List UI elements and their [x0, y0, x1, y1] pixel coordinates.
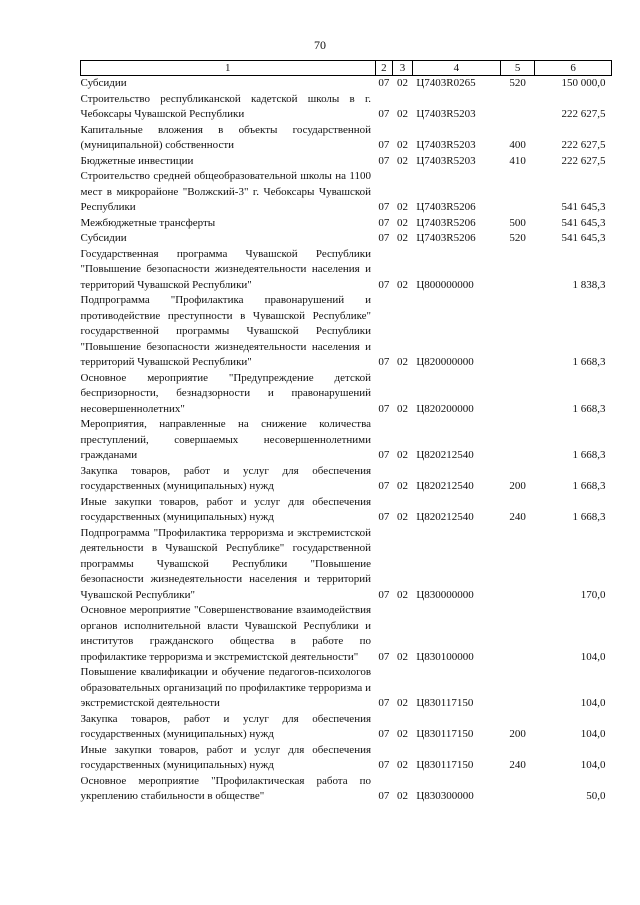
cell-name: Закупка товаров, работ и услуг для обеспечения государственных (муниципальных) нужд — [80, 464, 372, 492]
cell-sum: 170,0 — [580, 588, 606, 601]
cell-pr: 02 — [397, 278, 408, 291]
cell-cs: Ц7403R5203 — [416, 139, 476, 151]
table-body — [81, 76, 612, 805]
header-cell: 5 — [501, 61, 535, 76]
cell-vr: 400 — [509, 139, 526, 151]
cell-rz: 07 — [378, 759, 390, 771]
table-row — [81, 712, 612, 743]
cell-pr: 02 — [397, 77, 408, 89]
cell-pr: 02 — [397, 154, 408, 167]
cell-pr: 02 — [397, 728, 408, 740]
cell-vr — [501, 417, 535, 464]
cell-vr — [501, 665, 535, 712]
table-row — [81, 169, 612, 216]
budget-table — [80, 60, 612, 805]
cell-cs: Ц830117150 — [416, 728, 474, 740]
table-row — [81, 231, 612, 247]
cell-pr: 02 — [397, 232, 408, 244]
table-row — [81, 665, 612, 712]
cell-vr — [501, 774, 535, 805]
cell-cs: Ц830300000 — [416, 790, 474, 802]
cell-vr — [501, 603, 535, 665]
cell-name: Государственная программа Чувашской Республики "Повышение безопасности жизнедеятельности населения и территорий Чувашской Республики" — [80, 247, 372, 291]
cell-cs: Ц830000000 — [416, 588, 474, 601]
cell-pr: 02 — [397, 201, 408, 213]
cell-vr: 520 — [509, 232, 526, 244]
table-header — [81, 61, 612, 76]
cell-vr — [501, 169, 535, 216]
table-row — [81, 774, 612, 805]
cell-vr: 520 — [509, 77, 526, 89]
cell-rz: 07 — [378, 511, 390, 523]
cell-sum: 104,0 — [580, 728, 606, 740]
cell-name: Основное мероприятие "Совершенствование взаимодействия органов исполнительной власти Чувашской Республики и институтов гражданского общества в работе по профилактике терроризма и экстремистской деятельности" — [80, 604, 372, 663]
page-number: 70 — [314, 38, 326, 52]
cell-sum: 1 668,3 — [572, 449, 606, 461]
table-row — [81, 76, 612, 92]
cell-name: Повышение квалификации и обучение педагогов-психологов образовательных организаций по профилактике терроризма и экстремистской деятельности — [80, 666, 372, 709]
cell-sum: 541 645,3 — [561, 232, 606, 244]
cell-sum: 541 645,3 — [561, 201, 606, 213]
cell-rz: 07 — [378, 728, 390, 740]
cell-cs: Ц7403R5203 — [416, 108, 476, 120]
cell-rz: 07 — [378, 697, 390, 709]
cell-vr — [501, 92, 535, 123]
table-row — [81, 293, 612, 371]
cell-name: Строительство республиканской кадетской школы в г. Чебоксары Чувашской Республики — [80, 92, 372, 120]
cell-rz: 07 — [378, 77, 390, 89]
cell-pr: 02 — [397, 216, 408, 229]
cell-pr: 02 — [397, 790, 408, 802]
cell-rz: 07 — [378, 480, 390, 492]
table-row — [81, 371, 612, 418]
table-row — [81, 123, 612, 154]
table-row — [81, 247, 612, 294]
table-row — [81, 92, 612, 123]
cell-pr: 02 — [397, 356, 408, 368]
cell-rz: 07 — [378, 201, 390, 213]
cell-cs: Ц7403R5203 — [416, 154, 476, 167]
cell-cs: Ц820212540 — [416, 480, 474, 492]
table-row — [81, 495, 612, 526]
cell-name: Основное мероприятие "Предупреждение детской беспризорности, безнадзорности и правонарушений несовершеннолетних" — [80, 371, 372, 415]
cell-cs: Ц800000000 — [416, 278, 474, 291]
cell-name: Межбюджетные трансферты — [80, 216, 216, 229]
cell-cs: Ц820212540 — [416, 449, 474, 461]
cell-cs: Ц820000000 — [416, 356, 474, 368]
cell-vr: 240 — [509, 511, 526, 523]
cell-rz: 07 — [378, 356, 390, 368]
cell-name: Закупка товаров, работ и услуг для обеспечения государственных (муниципальных) нужд — [80, 712, 372, 740]
cell-sum: 1 668,3 — [572, 402, 606, 415]
cell-sum: 1 668,3 — [572, 480, 606, 492]
cell-cs: Ц830117150 — [416, 759, 474, 771]
cell-pr: 02 — [397, 480, 408, 492]
cell-cs: Ц7403R5206 — [416, 232, 476, 244]
cell-rz: 07 — [378, 108, 390, 120]
cell-name: Подпрограмма "Профилактика правонарушений и противодействие преступности в Чувашской Республике" государственной программы Чувашской Республики "Повышение безопасности жизнедеятельности населения и территорий Чувашской Республики" — [80, 294, 372, 368]
cell-rz: 07 — [378, 650, 390, 663]
cell-sum: 50,0 — [586, 790, 606, 802]
cell-name: Капитальные вложения в объекты государственной (муниципальной) собственности — [80, 123, 372, 151]
cell-rz: 07 — [378, 216, 390, 229]
cell-cs: Ц7403R0265 — [416, 77, 476, 89]
cell-sum: 104,0 — [580, 650, 606, 663]
header-cell: 4 — [412, 61, 500, 76]
cell-cs: Ц820212540 — [416, 511, 474, 523]
cell-name: Субсидии — [80, 232, 127, 244]
table-row — [81, 603, 612, 665]
cell-pr: 02 — [397, 139, 408, 151]
cell-vr: 240 — [509, 759, 526, 771]
cell-cs: Ц7403R5206 — [416, 216, 476, 229]
cell-sum: 104,0 — [580, 759, 606, 771]
cell-rz: 07 — [378, 278, 390, 291]
table-row — [81, 216, 612, 232]
cell-sum: 104,0 — [580, 697, 606, 709]
cell-vr: 410 — [509, 154, 526, 167]
cell-rz: 07 — [378, 790, 390, 802]
cell-vr — [501, 293, 535, 371]
cell-rz: 07 — [378, 154, 390, 167]
cell-pr: 02 — [397, 588, 408, 601]
cell-sum: 222 627,5 — [561, 139, 606, 151]
cell-cs: Ц830100000 — [416, 650, 474, 663]
cell-sum: 222 627,5 — [561, 154, 606, 167]
cell-pr: 02 — [397, 697, 408, 709]
cell-pr: 02 — [397, 449, 408, 461]
cell-pr: 02 — [397, 759, 408, 771]
cell-pr: 02 — [397, 108, 408, 120]
table-row — [81, 526, 612, 604]
cell-name: Субсидии — [80, 77, 127, 89]
cell-sum: 1 668,3 — [572, 356, 606, 368]
cell-vr: 500 — [509, 216, 526, 229]
header-cell: 1 — [81, 61, 376, 76]
cell-pr: 02 — [397, 650, 408, 663]
cell-sum: 1 838,3 — [572, 278, 606, 291]
cell-name: Строительство средней общеобразовательной школы на 1100 мест в микрорайоне "Волжский-3" г. Чебоксары Чувашской Республики — [80, 170, 372, 213]
cell-cs: Ц7403R5206 — [416, 201, 476, 213]
cell-sum: 541 645,3 — [561, 216, 606, 229]
cell-pr: 02 — [397, 402, 408, 415]
cell-rz: 07 — [378, 588, 390, 601]
cell-name: Мероприятия, направленные на снижение количества преступлений, совершаемых несовершеннолетними гражданами — [80, 418, 372, 461]
cell-vr — [501, 526, 535, 604]
cell-pr: 02 — [397, 511, 408, 523]
cell-rz: 07 — [378, 402, 390, 415]
cell-vr: 200 — [509, 728, 526, 740]
cell-cs: Ц830117150 — [416, 697, 474, 709]
cell-sum: 1 668,3 — [572, 511, 606, 523]
table-row — [81, 154, 612, 170]
cell-rz: 07 — [378, 449, 390, 461]
cell-vr — [501, 371, 535, 418]
header-cell: 3 — [393, 61, 413, 76]
cell-name: Основное мероприятие "Профилактическая работа по укреплению стабильности в обществе" — [80, 774, 372, 802]
cell-rz: 07 — [378, 139, 390, 151]
table-row — [81, 417, 612, 464]
cell-name: Подпрограмма "Профилактика терроризма и экстремистской деятельности в Чувашской Республике" государственной программы Чувашской Республики "Повышение безопасности жизнедеятельности населения и территорий Чувашской Республики" — [80, 526, 372, 601]
cell-sum: 150 000,0 — [561, 77, 606, 89]
cell-vr: 200 — [509, 480, 526, 492]
cell-name: Иные закупки товаров, работ и услуг для обеспечения государственных (муниципальных) нужд — [80, 743, 372, 771]
cell-sum: 222 627,5 — [561, 108, 606, 120]
header-cell: 6 — [535, 61, 612, 76]
header-cell: 2 — [375, 61, 393, 76]
cell-vr — [501, 247, 535, 294]
table-row — [81, 743, 612, 774]
cell-name: Бюджетные инвестиции — [80, 154, 194, 167]
table-row — [81, 464, 612, 495]
cell-rz: 07 — [378, 232, 390, 244]
cell-name: Иные закупки товаров, работ и услуг для обеспечения государственных (муниципальных) нужд — [80, 495, 372, 523]
cell-cs: Ц820200000 — [416, 402, 474, 415]
